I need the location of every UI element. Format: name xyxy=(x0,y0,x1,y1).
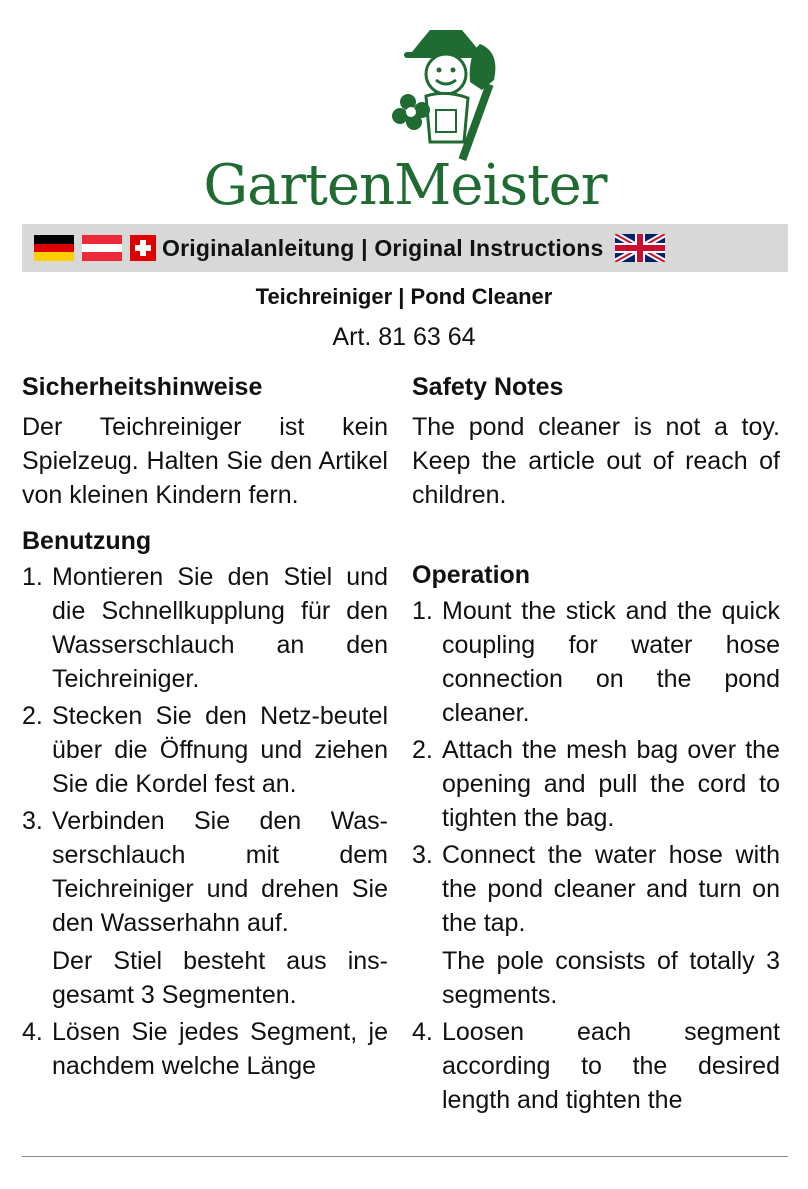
de-steps-list-cont xyxy=(22,1015,388,1083)
en-steps-list-cont xyxy=(412,1015,780,1117)
switzerland-flag-icon xyxy=(130,235,156,261)
germany-flag-icon xyxy=(34,235,74,261)
bottom-divider xyxy=(22,1156,788,1157)
banner-text: Originalanleitung | Original Instructions xyxy=(162,234,604,261)
list-item: 1. Mount the stick and the quick coupling for water hose connection on the pond cleaner. xyxy=(412,597,780,727)
english-column xyxy=(412,368,780,1120)
list-item: 3. Verbinden Sie den Was-serschlauch mit dem Teichreiniger und drehen Sie den Wasserhahn auf. xyxy=(22,807,388,937)
en-safety-text: The pond cleaner is not a toy. Keep the article out of reach of children. xyxy=(412,413,780,509)
logo-wordmark: GartenMeister xyxy=(203,153,607,218)
list-item: 3. Connect the water hose with the pond cleaner and turn on the tap. xyxy=(412,841,780,937)
gardener-mascot-icon xyxy=(390,22,510,162)
list-item: 2. Stecken Sie den Netz-beutel über die Öffnung und ziehen Sie die Kordel fest an. xyxy=(22,702,388,798)
de-step3-note: Der Stiel besteht aus ins-gesamt 3 Segmenten. xyxy=(52,947,388,1009)
list-item: 4. Lösen Sie jedes Segment, je nachdem welche Länge xyxy=(22,1018,388,1080)
en-steps-list xyxy=(412,594,780,940)
german-column xyxy=(22,368,388,1086)
de-safety-text: Der Teichreiniger ist kein Spielzeug. Halten Sie den Artikel von kleinen Kindern fern. xyxy=(22,413,388,509)
de-steps-list xyxy=(22,560,388,940)
en-usage-heading: Operation xyxy=(412,561,531,589)
en-safety-heading: Safety Notes xyxy=(412,373,564,401)
en-step3-note: The pole consists of totally 3 segments. xyxy=(442,947,780,1009)
austria-flag-icon xyxy=(82,235,122,261)
instructions-banner xyxy=(22,224,788,272)
article-number: Art. 81 63 64 xyxy=(332,323,476,351)
list-item: 2. Attach the mesh bag over the opening and pull the cord to tighten the bag. xyxy=(412,736,780,832)
document-title: Teichreiniger | Pond Cleaner xyxy=(255,284,553,309)
de-usage-heading: Benutzung xyxy=(22,527,152,555)
gartenmeister-logo xyxy=(190,22,620,218)
list-item: 1. Montieren Sie den Stiel und die Schnellkupplung für den Wasserschlauch an den Teichreiniger. xyxy=(22,563,388,693)
list-item: 4. Loosen each segment according to the desired length and tighten the xyxy=(412,1018,780,1114)
uk-flag-icon xyxy=(615,234,665,262)
de-safety-heading: Sicherheitshinweise xyxy=(22,373,263,401)
